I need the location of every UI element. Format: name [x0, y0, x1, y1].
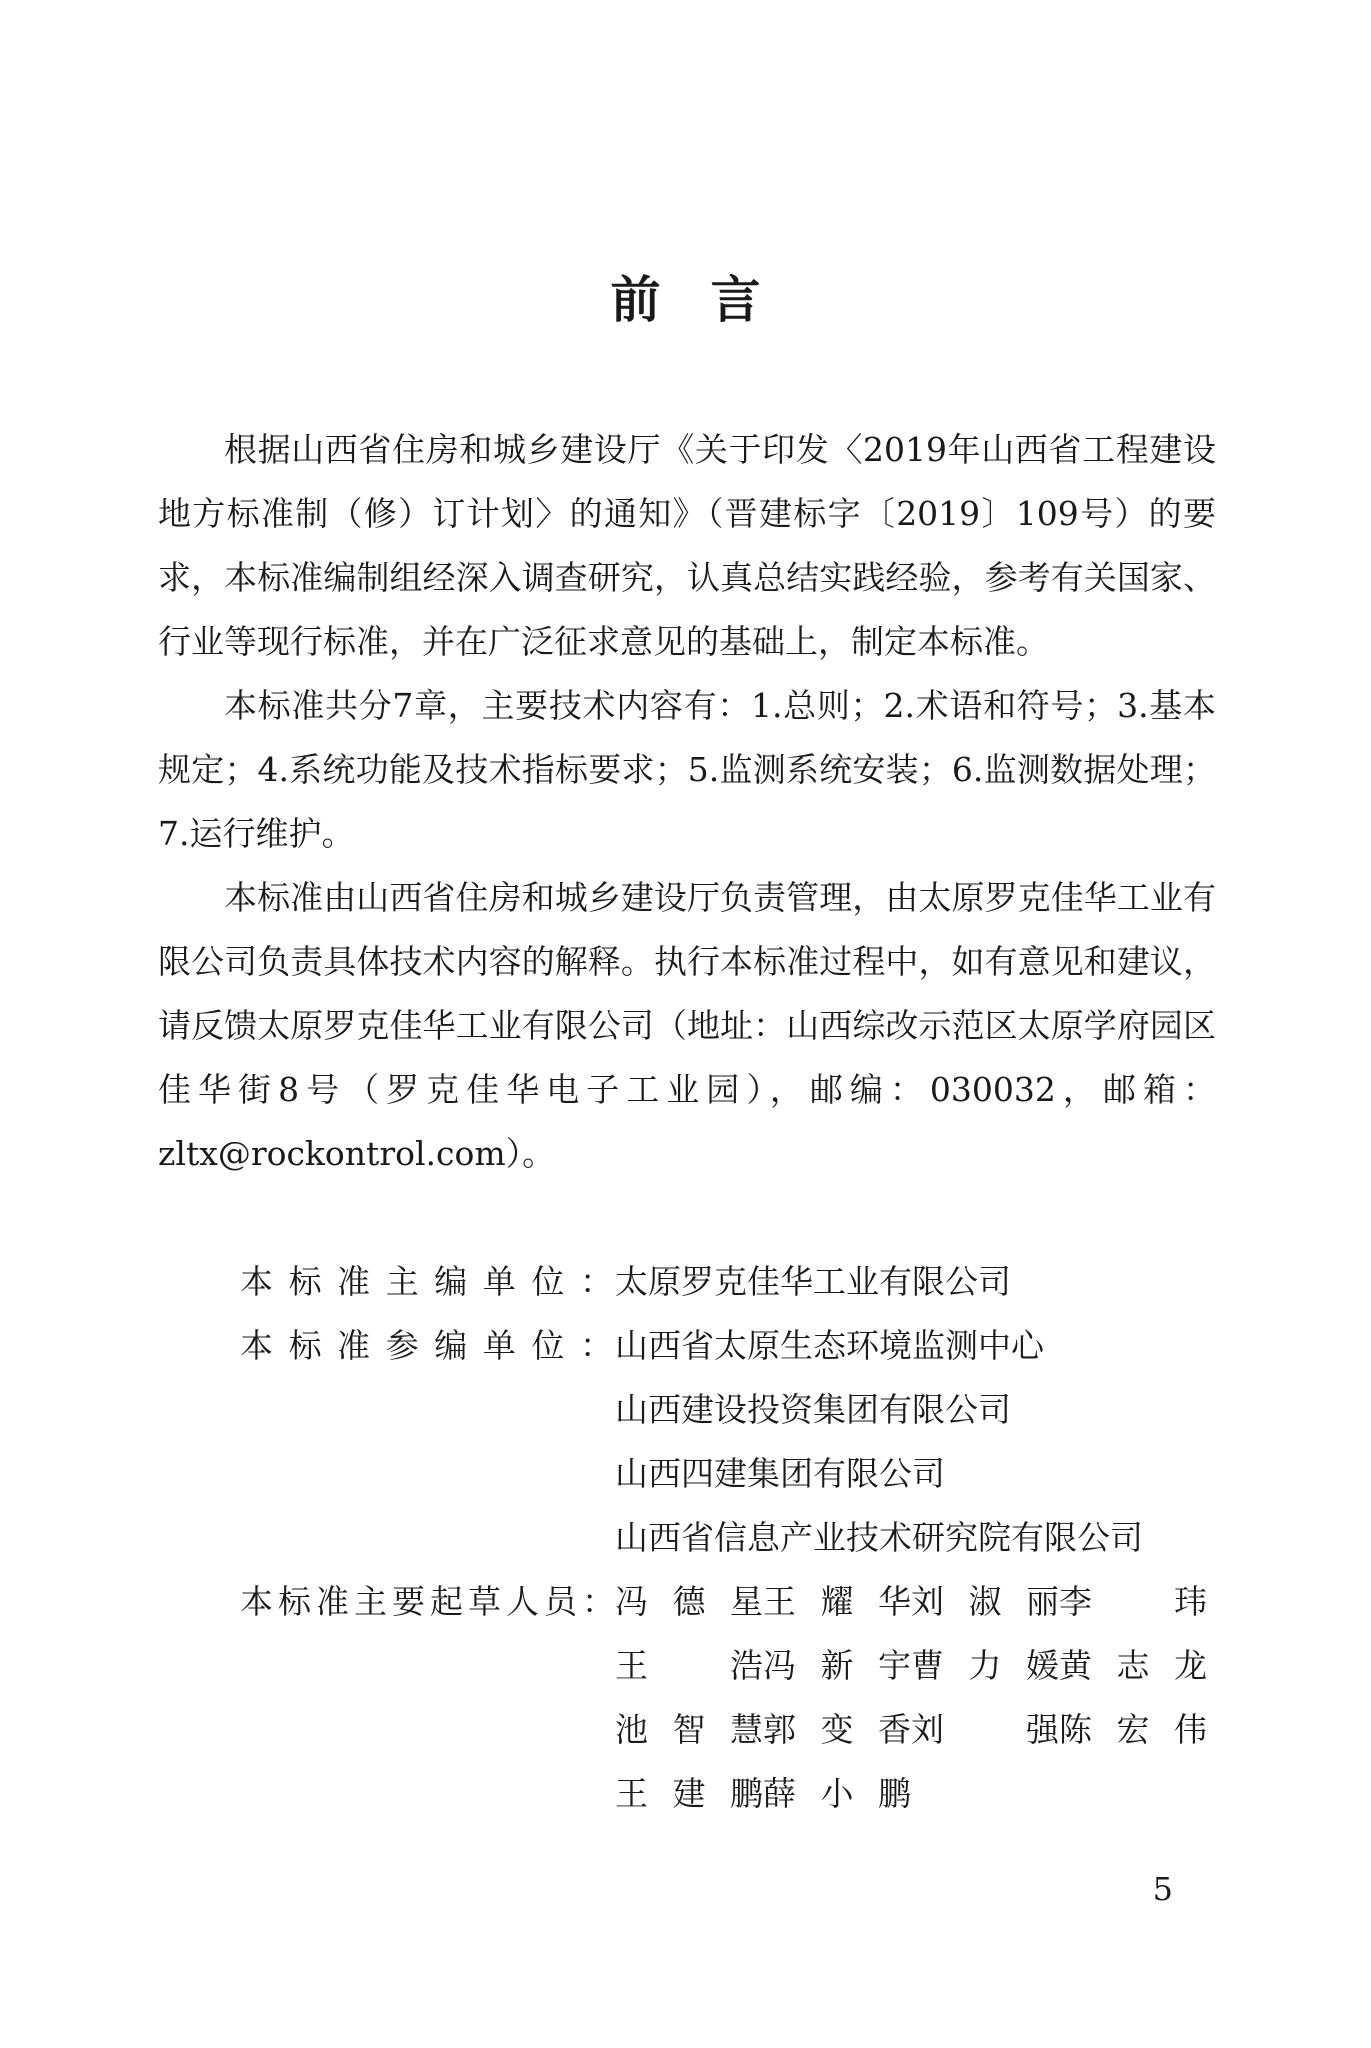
drafter-name: 池智慧: [615, 1710, 763, 1749]
drafter-name: 刘淑丽: [911, 1582, 1059, 1621]
drafter-name: 郭变香: [763, 1710, 911, 1749]
drafter-name: 陈宏伟: [1059, 1710, 1207, 1749]
participating-row: [240, 1314, 1220, 1570]
drafter-name: 王 浩: [615, 1646, 763, 1685]
drafter-name: 黄志龙: [1059, 1646, 1207, 1685]
drafters-names: [615, 1570, 1207, 1826]
participating-units: [615, 1314, 1143, 1570]
drafter-name: 王耀华: [763, 1582, 911, 1621]
drafters-line: [615, 1698, 1207, 1762]
drafters-label: 本标准主要起草人员：: [240, 1582, 615, 1621]
drafter-name: 曹力媛: [911, 1646, 1059, 1685]
participating-unit: 山西省信息产业技术研究院有限公司: [615, 1518, 1143, 1557]
drafter-name: 王建鹏: [615, 1774, 763, 1813]
drafters-line: [615, 1570, 1207, 1634]
chief-editor-row: [240, 1250, 1220, 1314]
participating-unit: 山西建设投资集团有限公司: [615, 1390, 1011, 1429]
paragraph-contents: 本标准共分7章，主要技术内容有：1.总则；2.术语和符号；3.基本规定；4.系统功能及技术指标要求；5.监测系统安装；6.监测数据处理；7.运行维护。: [158, 686, 1216, 853]
participating-label: 本标准参编单位：: [240, 1326, 615, 1365]
drafter-name: 冯德星: [615, 1582, 763, 1621]
page-title: 前言: [610, 270, 811, 329]
organizations-list: [240, 1250, 1220, 1826]
participating-unit: 山西四建集团有限公司: [615, 1454, 945, 1493]
paragraph-management: 本标准由山西省住房和城乡建设厅负责管理，由太原罗克佳华工业有限公司负责具体技术内容的解释。执行本标准过程中，如有意见和建议，请反馈太原罗克佳华工业有限公司（地址：山西综改示范区太原学府园区佳华街8号（罗克佳华电子工业园），邮编：030032，邮箱：zltx@rockontrol.com）。: [158, 878, 1216, 1173]
drafters-line: [615, 1634, 1207, 1698]
chief-editor-units: [615, 1250, 1011, 1314]
preface-body: [158, 418, 1216, 1186]
page-number: 5: [1152, 1870, 1173, 1908]
paragraph-basis: 根据山西省住房和城乡建设厅《关于印发〈2019年山西省工程建设地方标准制（修）订计划〉的通知》（晋建标字〔2019〕109号）的要求，本标准编制组经深入调查研究，认真总结实践经验，参考有关国家、行业等现行标准，并在广泛征求意见的基础上，制定本标准。: [158, 430, 1216, 661]
drafter-name: 李 玮: [1059, 1582, 1207, 1621]
drafters-line: [615, 1762, 1207, 1826]
drafters-row: [240, 1570, 1220, 1826]
drafter-name: 薛小鹏: [763, 1774, 911, 1813]
drafter-name: 刘 强: [911, 1710, 1059, 1749]
chief-editor-label: 本标准主编单位：: [240, 1262, 615, 1301]
chief-editor-unit: 太原罗克佳华工业有限公司: [615, 1262, 1011, 1301]
participating-unit: 山西省太原生态环境监测中心: [615, 1326, 1044, 1365]
drafter-name: 冯新宇: [763, 1646, 911, 1685]
